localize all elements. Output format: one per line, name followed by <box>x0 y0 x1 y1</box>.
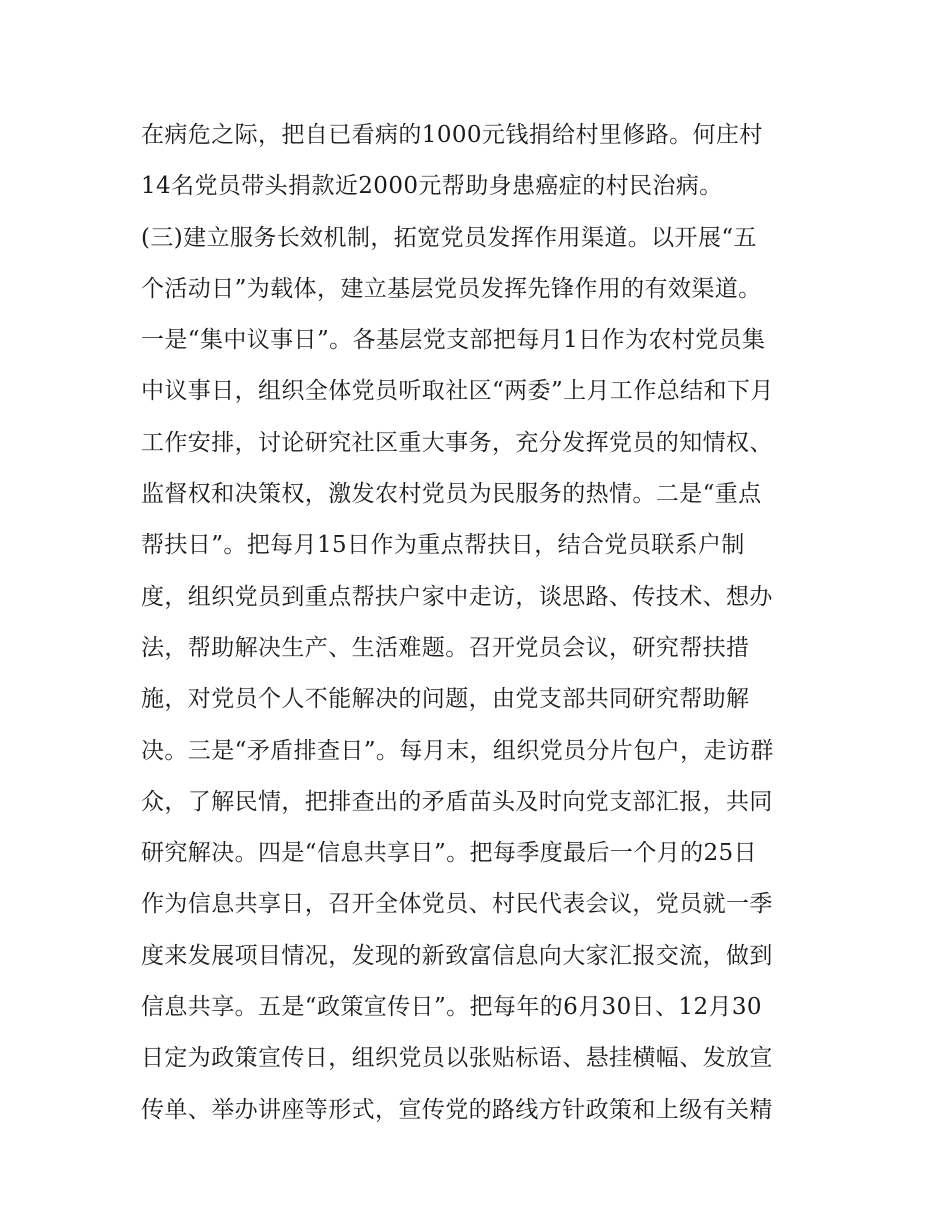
text-line: 14名党员带头捐款近2000元帮助身患癌症的村民治病。 <box>141 173 723 200</box>
text-line: 众，了解民情，把排查出的矛盾苗头及时向党支部汇报，共同 <box>141 788 773 815</box>
text-line: 信息共享。五是“政策宣传日”。把每年的6月30日、12月30 <box>141 994 762 1021</box>
text-line: 一是“集中议事日”。各基层党支部把每月1日作为农村党员集 <box>141 327 766 354</box>
text-line: 帮扶日”。把每月15日作为重点帮扶日，结合党员联系户制 <box>141 532 745 559</box>
text-line: 传单、举办讲座等形式，宣传党的路线方针政策和上级有关精 <box>141 1096 773 1123</box>
text-line: 度，组织党员到重点帮扶户家中走访，谈思路、传技术、想办 <box>141 583 773 610</box>
text-line: 在病危之际，把自已看病的1000元钱捐给村里修路。何庄村 <box>141 122 763 148</box>
text-line: 个活动日”为载体，建立基层党员发挥先锋作用的有效渠道。 <box>141 275 762 302</box>
body-text <box>141 110 821 1136</box>
text-line: 度来发展项目情况，发现的新致富信息向大家汇报交流，做到 <box>141 942 773 969</box>
text-line: (三)建立服务长效机制，拓宽党员发挥作用渠道。以开展“五 <box>141 224 757 251</box>
text-line: 研究解决。四是“信息共享日”。把每季度最后一个月的25日 <box>141 840 757 867</box>
text-line: 施，对党员个人不能解决的问题，由党支部共同研究帮助解 <box>141 686 750 713</box>
text-line: 法，帮助解决生产、生活难题。召开党员会议，研究帮扶措 <box>141 634 750 661</box>
text-line: 工作安排，讨论研究社区重大事务，充分发挥党员的知情权、 <box>141 429 773 456</box>
text-line: 监督权和决策权，激发农村党员为民服务的热情。二是“重点 <box>141 481 762 508</box>
text-line: 日定为政策宣传日，组织党员以张贴标语、悬挂横幅、发放宣 <box>141 1045 773 1072</box>
text-line: 决。三是“矛盾排查日”。每月末，组织党员分片包户，走访群 <box>141 737 774 764</box>
text-line: 中议事日，组织全体党员听取社区“两委”上月工作总结和下月 <box>141 378 774 405</box>
text-line: 作为信息共享日，召开全体党员、村民代表会议，党员就一季 <box>141 891 773 918</box>
